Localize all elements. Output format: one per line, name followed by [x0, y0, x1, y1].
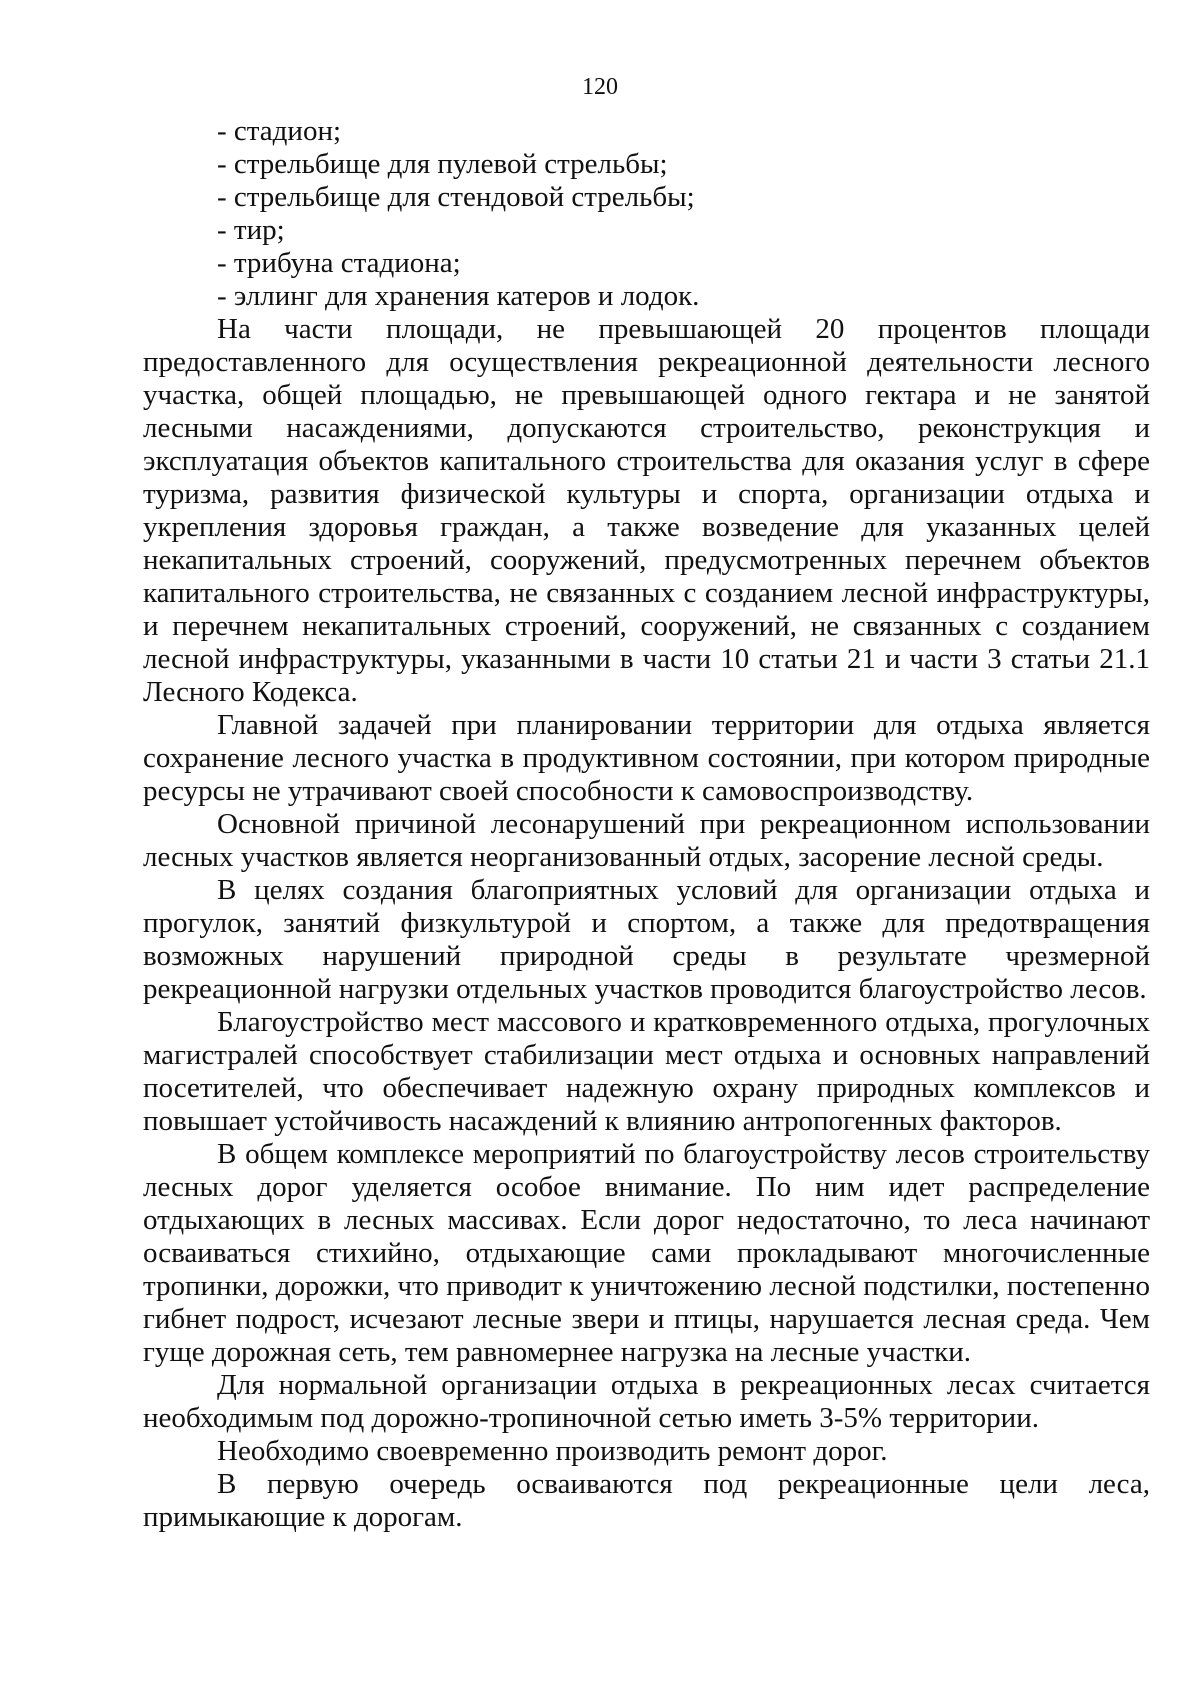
list-item: - тир; — [217, 214, 285, 246]
paragraph: Необходимо своевременно производить ремонт дорог. — [217, 1435, 888, 1467]
document-body — [143, 115, 1150, 1534]
page-number: 120 — [582, 74, 618, 100]
list-item: - эллинг для хранения катеров и лодок. — [217, 280, 700, 312]
paragraph: Основной причиной лесонарушений при рекреационном использовании лесных участков является неорганизованный отдых, засорение лесной среды. — [143, 808, 1150, 873]
paragraph: В первую очередь осваиваются под рекреационные цели леса, примыкающие к дорогам. — [143, 1468, 1150, 1533]
paragraph: На части площади, не превышающей 20 процентов площади предоставленного для осуществления рекреационной деятельности лесного участка, общей площадью, не превышающей одного гектара и не занятой лесными насаждениями, допускаются строительство, реконструкция и эксплуатация объектов капитального строительства для оказания услуг в сфере туризма, развития физической культуры и спорта, организации отдыха и укрепления здоровья граждан, а также возведение для указанных целей некапитальных строений, сооружений, предусмотренных перечнем объектов капитального строительства, не связанных с созданием лесной инфраструктуры, и перечнем некапитальных строений, сооружений, не связанных с созданием лесной инфраструктуры, указанными в части 10 статьи 21 и части 3 статьи 21.1 Лесного Кодекса. — [143, 313, 1150, 708]
list-item: - стрельбище для пулевой стрельбы; — [217, 148, 668, 180]
paragraph: В целях создания благоприятных условий для организации отдыха и прогулок, занятий физкультурой и спортом, а также для предотвращения возможных нарушений природной среды в результате чрезмерной рекреационной нагрузки отдельных участков проводится благоустройство лесов. — [143, 874, 1150, 1005]
facility-list — [143, 115, 1150, 313]
list-item: - стрельбище для стендовой стрельбы; — [217, 181, 695, 213]
list-item: - стадион; — [217, 115, 342, 147]
list-item: - трибуна стадиона; — [217, 247, 461, 279]
paragraph: Благоустройство мест массового и кратковременного отдыха, прогулочных магистралей способствует стабилизации мест отдыха и основных направлений посетителей, что обеспечивает надежную охрану природных комплексов и повышает устойчивость насаждений к влиянию антропогенных факторов. — [143, 1006, 1150, 1137]
paragraph: Главной задачей при планировании территории для отдыха является сохранение лесного участка в продуктивном состоянии, при котором природные ресурсы не утрачивают своей способности к самовоспроизводству. — [143, 709, 1150, 807]
paragraph: Для нормальной организации отдыха в рекреационных лесах считается необходимым под дорожно-тропиночной сетью иметь 3-5% территории. — [143, 1369, 1150, 1434]
paragraph: В общем комплексе мероприятий по благоустройству лесов строительству лесных дорог уделяется особое внимание. По ним идет распределение отдыхающих в лесных массивах. Если дорог недостаточно, то леса начинают осваиваться стихийно, отдыхающие сами прокладывают многочисленные тропинки, дорожки, что приводит к уничтожению лесной подстилки, постепенно гибнет подрост, исчезают лесные звери и птицы, нарушается лесная среда. Чем гуще дорожная сеть, тем равномернее нагрузка на лесные участки. — [143, 1138, 1150, 1368]
